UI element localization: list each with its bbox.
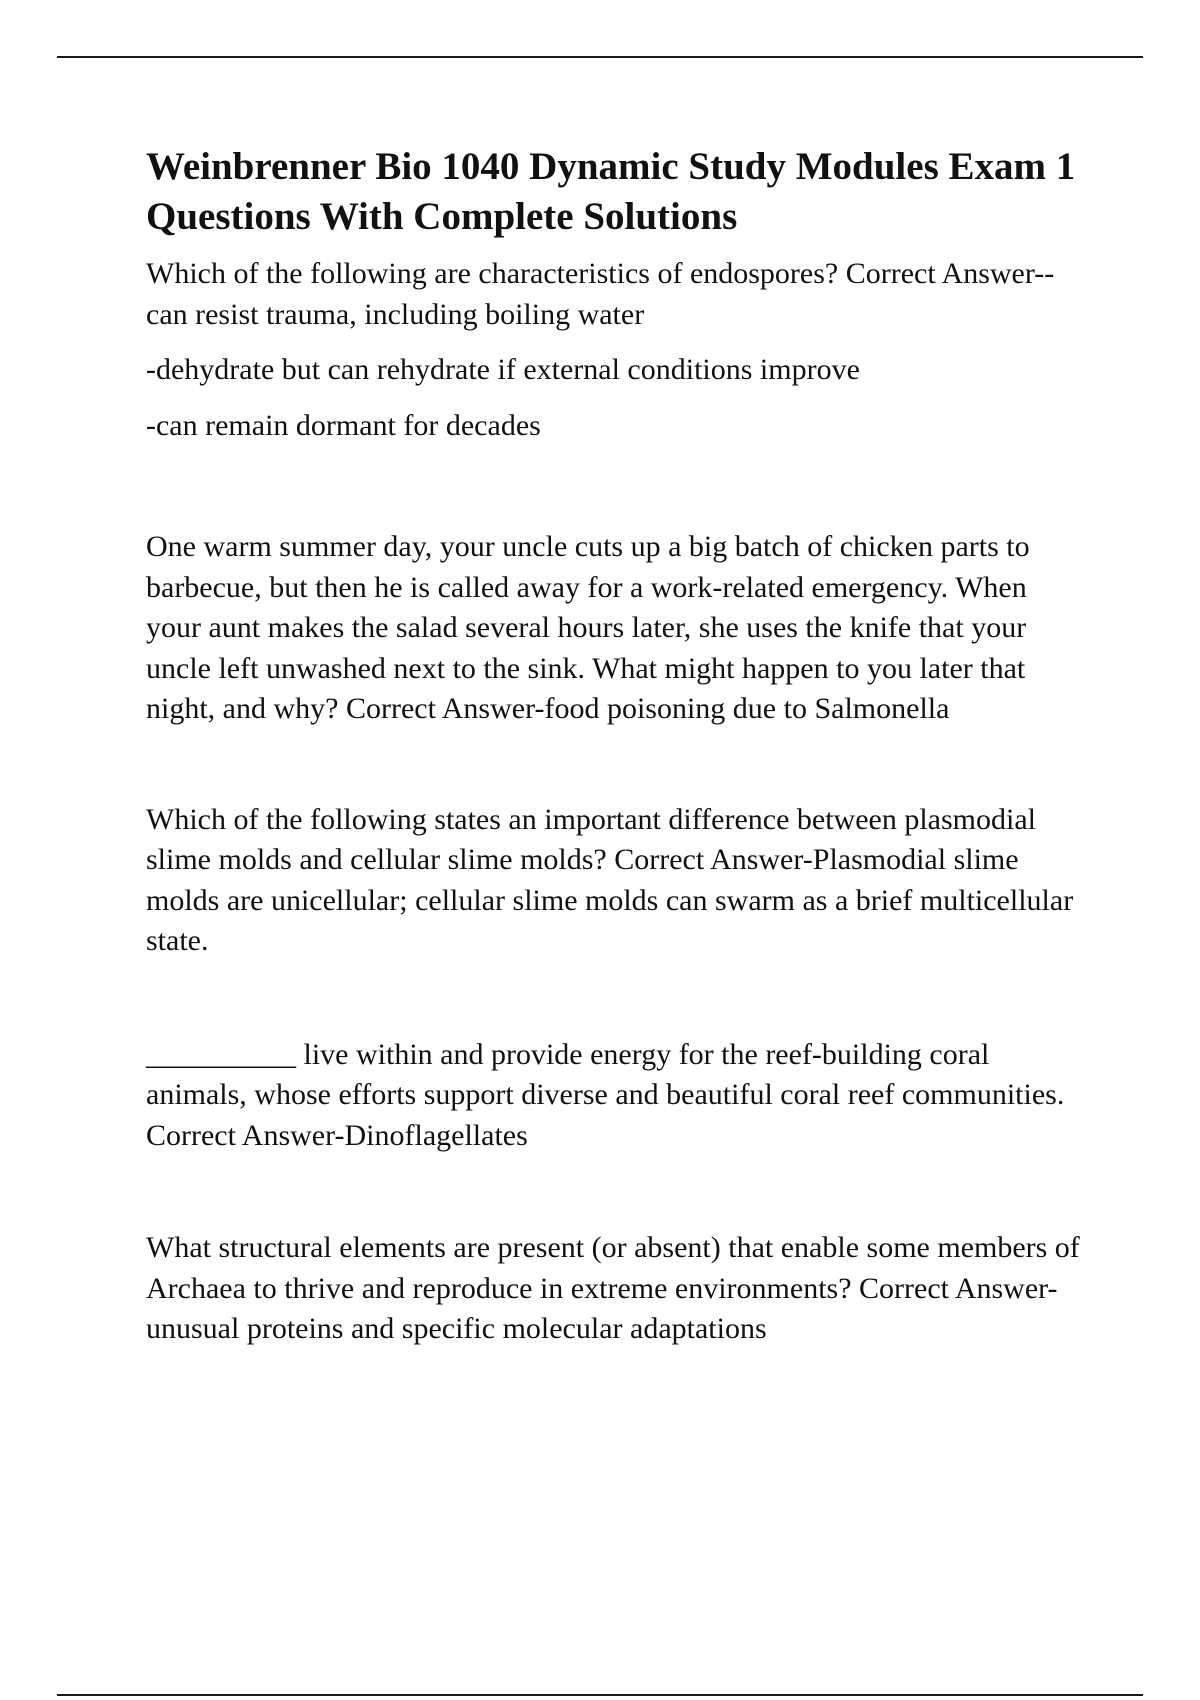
qa-item-4 (146, 1035, 1086, 1157)
question-text: Which of the following are characteristics of endospores? Correct Answer--can resist trauma, including boiling water (146, 257, 1055, 331)
qa-item-2 (146, 527, 1086, 730)
answer-bullet: -can remain dormant for decades (146, 408, 541, 442)
bottom-divider (57, 1694, 1143, 1696)
question-text: What structural elements are present (or absent) that enable some members of Archaea to thrive and reproduce in extreme environments? Correct Answer-unusual proteins and specific molecular adaptations (146, 1231, 1080, 1345)
qa-item-5 (146, 1228, 1086, 1350)
question-text: Which of the following states an important difference between plasmodial slime molds and cellular slime molds? Correct Answer-Plasmodial slime molds are unicellular; cellular slime molds can swarm as a brief multicellular state. (146, 802, 1074, 957)
top-divider (57, 56, 1143, 58)
question-text: One warm summer day, your uncle cuts up a big batch of chicken parts to barbecue, but then he is called away for a work-related emergency. When your aunt makes the salad several hours later, she uses the knife that your uncle left unwashed next to the sink. What might happen to you later that night, and why? Correct Answer-food poisoning due to Salmonella (146, 530, 1030, 725)
qa-item-3 (146, 800, 1086, 962)
document-title: Weinbrenner Bio 1040 Dynamic Study Modules Exam 1 Questions With Complete Solutions (146, 145, 1076, 238)
question-text: __________ live within and provide energy for the reef-building coral animals, whose efforts support diverse and beautiful coral reef communities. Correct Answer-Dinoflagellates (146, 1037, 1065, 1152)
answer-bullet: -dehydrate but can rehydrate if external conditions improve (146, 353, 860, 386)
qa-item-1 (146, 254, 1086, 446)
document-body (146, 142, 1086, 1350)
